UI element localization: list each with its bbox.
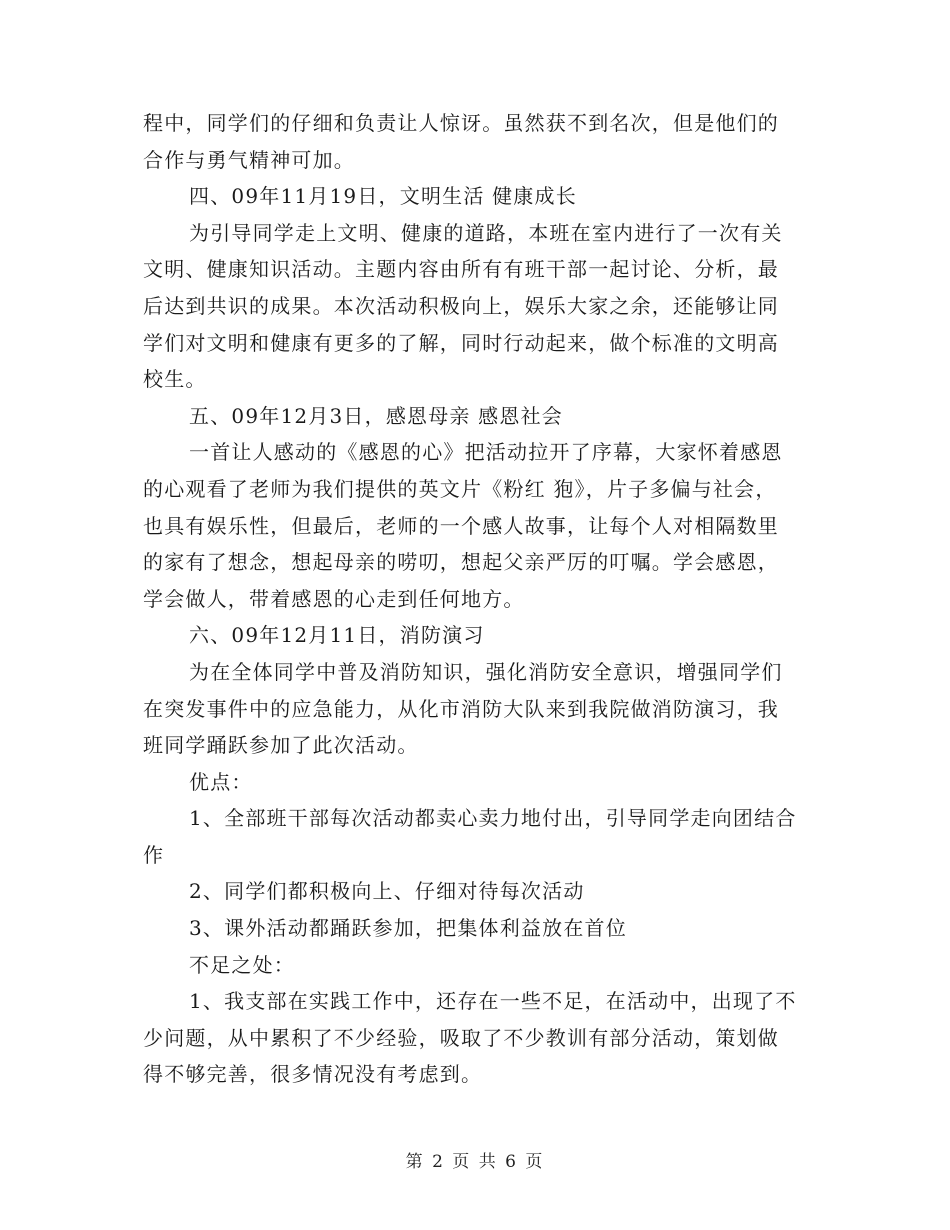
document-body: [143, 105, 815, 1093]
text-line: 3、课外活动都踊跃参加，把集体利益放在首位: [189, 916, 627, 941]
text-line: 得不够完善，很多情况没有考虑到。: [143, 1062, 483, 1087]
text-line: 的家有了想念，想起母亲的唠叨，想起父亲严厉的叮嘱。学会感恩，: [143, 550, 779, 575]
text-line: 合作与勇气精神可加。: [143, 147, 355, 172]
text-line: 校生。: [143, 367, 207, 392]
text-line: 优点：: [189, 769, 253, 794]
page-footer: 第 2 页 共 6 页: [405, 1152, 545, 1172]
text-line: 在突发事件中的应急能力，从化市消防大队来到我院做消防演习，我: [143, 696, 779, 721]
text-line: 文明、健康知识活动。主题内容由所有有班干部一起讨论、分析，最: [143, 257, 779, 282]
text-line: 班同学踊跃参加了此次活动。: [143, 733, 419, 758]
text-line: 作: [143, 842, 165, 867]
text-line: 不足之处：: [189, 952, 295, 977]
text-line: 的心观看了老师为我们提供的英文片《粉红 狍》，片子多偏与社会，: [143, 476, 777, 501]
text-line: 2、同学们都积极向上、仔细对待每次活动: [189, 879, 585, 904]
text-line: 少问题，从中累积了不少经验，吸取了不少教训有部分活动，策划做: [143, 1025, 779, 1050]
text-line: 一首让人感动的《感恩的心》把活动拉开了序幕，大家怀着感恩: [189, 440, 783, 465]
text-line: 五、09年12月3日，感恩母亲 感恩社会: [189, 403, 563, 428]
text-line: 程中，同学们的仔细和负责让人惊讶。虽然获不到名次，但是他们的: [143, 111, 779, 135]
text-line: 六、09年12月11日，消防演习: [189, 623, 485, 648]
text-line: 也具有娱乐性，但最后，老师的一个感人故事，让每个人对相隔数里: [143, 513, 779, 538]
text-line: 1、全部班干部每次活动都卖心卖力地付出，引导同学走向团结合: [189, 806, 797, 831]
text-line: 为在全体同学中普及消防知识，强化消防安全意识，增强同学们: [189, 659, 783, 684]
text-line: 1、我支部在实践工作中，还存在一些不足，在活动中，出现了不: [189, 989, 797, 1014]
text-line: 四、09年11月19日，文明生活 健康成长: [189, 184, 577, 209]
text-line: 学们对文明和健康有更多的了解，同时行动起来，做个标准的文明高: [143, 330, 779, 355]
text-line: 后达到共识的成果。本次活动积极向上，娱乐大家之余，还能够让同: [143, 293, 779, 318]
text-line: 学会做人，带着感恩的心走到任何地方。: [143, 586, 525, 611]
text-line: 为引导同学走上文明、健康的道路，本班在室内进行了一次有关: [189, 220, 783, 245]
